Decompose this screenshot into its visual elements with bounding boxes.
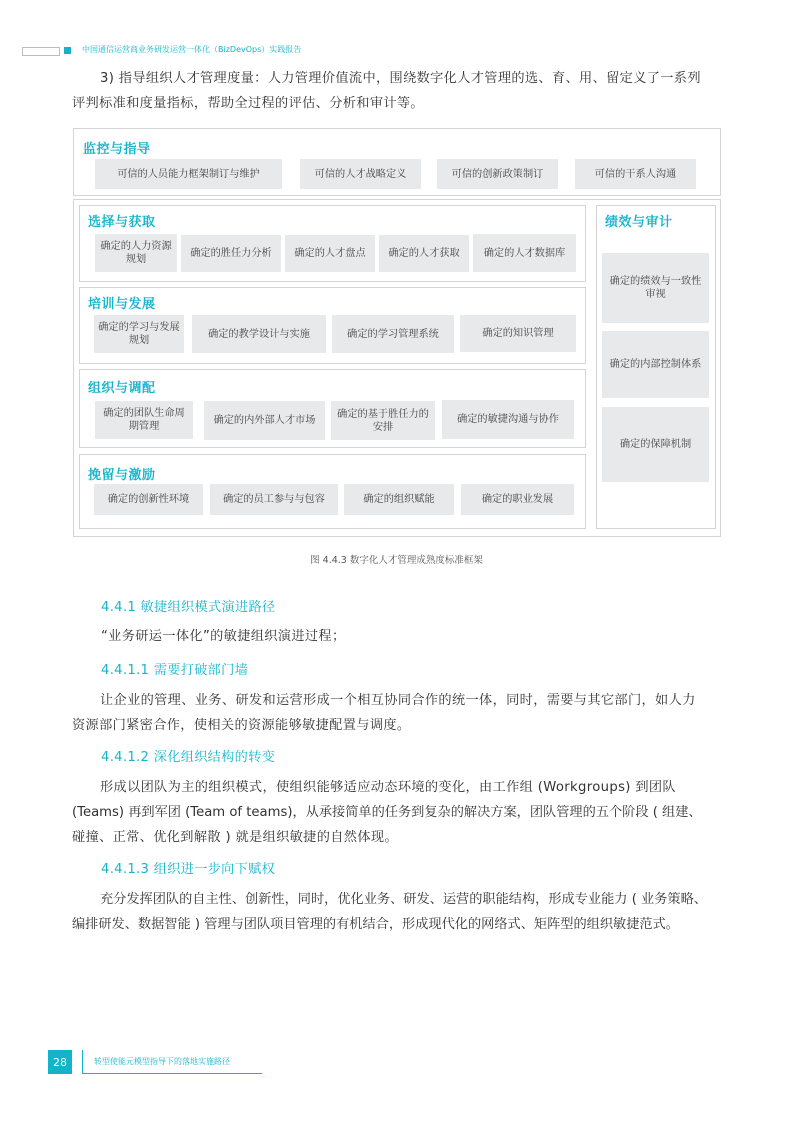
framework-item: 确定的内外部人才市场 bbox=[204, 401, 325, 440]
framework-item: 确定的职业发展 bbox=[461, 484, 574, 515]
body-line: 编排研发、数据智能 ) 管理与团队项目管理的有机结合，形成现代化的网络式、矩阵型的组织敏捷范式。 bbox=[72, 917, 679, 932]
framework-item: 确定的保障机制 bbox=[602, 407, 709, 482]
framework-item: 确定的人才数据库 bbox=[473, 234, 576, 272]
framework-item: 可信的创新政策制订 bbox=[437, 159, 558, 189]
framework-item: 确定的知识管理 bbox=[460, 315, 576, 352]
body-line: 让企业的管理、业务、研发和运营形成一个相互协同合作的统一体，同时，需要与其它部门，如人力 bbox=[100, 693, 696, 708]
section-title: 绩效与审计 bbox=[605, 215, 673, 230]
body-line: 资源部门紧密合作，使相关的资源能够敏捷配置与调度。 bbox=[72, 718, 411, 733]
section-4-4-1-3-body bbox=[72, 887, 722, 937]
section-4-4-1-2-body bbox=[72, 775, 722, 850]
section-title: 组织与调配 bbox=[88, 381, 156, 396]
section-title: 选择与获取 bbox=[88, 215, 156, 230]
framework-item: 确定的组织赋能 bbox=[344, 484, 454, 515]
framework-item: 可信的人才战略定义 bbox=[300, 159, 421, 189]
figure-caption: 图 4.4.3 数字化人才管理成熟度标准框架 bbox=[310, 555, 483, 566]
footer-chapter-title: 转型使能元模型指导下的落地实施路径 bbox=[94, 1057, 230, 1066]
body-line: 碰撞、正常、优化到解散 ) 就是组织敏捷的自然体现。 bbox=[72, 830, 398, 845]
framework-item: 可信的干系人沟通 bbox=[575, 159, 696, 189]
section-title: 培训与发展 bbox=[88, 297, 156, 312]
framework-item: 确定的教学设计与实施 bbox=[192, 315, 326, 353]
framework-item: 确定的人力资源规划 bbox=[95, 234, 177, 272]
section-title: 监控与指导 bbox=[83, 142, 151, 157]
framework-item: 确定的员工参与与包容 bbox=[210, 484, 338, 515]
section-title: 挽留与激励 bbox=[88, 468, 156, 483]
body-line: 充分发挥团队的自主性、创新性，同时，优化业务、研发、运营的职能结构，形成专业能力 ( 业务策略、 bbox=[100, 892, 707, 907]
section-heading-4-4-1: 4.4.1 敏捷组织模式演进路径 bbox=[101, 600, 276, 615]
framework-item: 确定的学习与发展规划 bbox=[94, 315, 184, 353]
framework-item: 确定的人才盘点 bbox=[285, 235, 375, 272]
intro-line-2: 评判标准和度量指标，帮助全过程的评估、分析和审计等。 bbox=[72, 96, 424, 111]
footer-underline bbox=[82, 1073, 262, 1074]
framework-item: 确定的人才获取 bbox=[379, 235, 469, 272]
framework-item: 可信的人员能力框架制订与维护 bbox=[95, 159, 282, 189]
framework-item: 确定的敏捷沟通与协作 bbox=[442, 400, 574, 439]
framework-item: 确定的基于胜任力的安排 bbox=[331, 401, 435, 440]
intro-paragraph bbox=[72, 66, 722, 116]
header-decoration-box bbox=[22, 47, 60, 56]
header-accent-square bbox=[64, 47, 71, 54]
running-title: 中国通信运营商业务研发运营一体化（BizDevOps）实践报告 bbox=[82, 45, 302, 54]
footer-divider bbox=[82, 1050, 83, 1074]
section-4-4-1-intro: “业务研运一体化”的敏捷组织演进过程； bbox=[101, 629, 346, 644]
section-heading-4-4-1-1: 4.4.1.1 需要打破部门墙 bbox=[101, 663, 249, 678]
framework-item: 确定的学习管理系统 bbox=[332, 315, 454, 353]
section-4-4-1-1-body bbox=[72, 688, 722, 738]
intro-line-1: 3) 指导组织人才管理度量：人力管理价值流中，围绕数字化人才管理的选、育、用、留定义了一系列 bbox=[100, 71, 701, 86]
framework-item: 确定的创新性环境 bbox=[94, 484, 203, 515]
framework-item: 确定的团队生命周期管理 bbox=[95, 401, 193, 439]
body-line: 形成以团队为主的组织模式，使组织能够适应动态环境的变化，由工作组 (Workgroups) 到团队 bbox=[100, 780, 676, 795]
framework-item: 确定的内部控制体系 bbox=[602, 331, 709, 398]
framework-item: 确定的绩效与一致性审视 bbox=[602, 253, 709, 323]
framework-item: 确定的胜任力分析 bbox=[181, 235, 281, 272]
section-heading-4-4-1-3: 4.4.1.3 组织进一步向下赋权 bbox=[101, 862, 276, 877]
section-heading-4-4-1-2: 4.4.1.2 深化组织结构的转变 bbox=[101, 750, 276, 765]
body-line: (Teams) 再到军团 (Team of teams)，从承接简单的任务到复杂的解决方案，团队管理的五个阶段 ( 组建、 bbox=[72, 805, 702, 820]
page-number: 28 bbox=[48, 1050, 72, 1074]
